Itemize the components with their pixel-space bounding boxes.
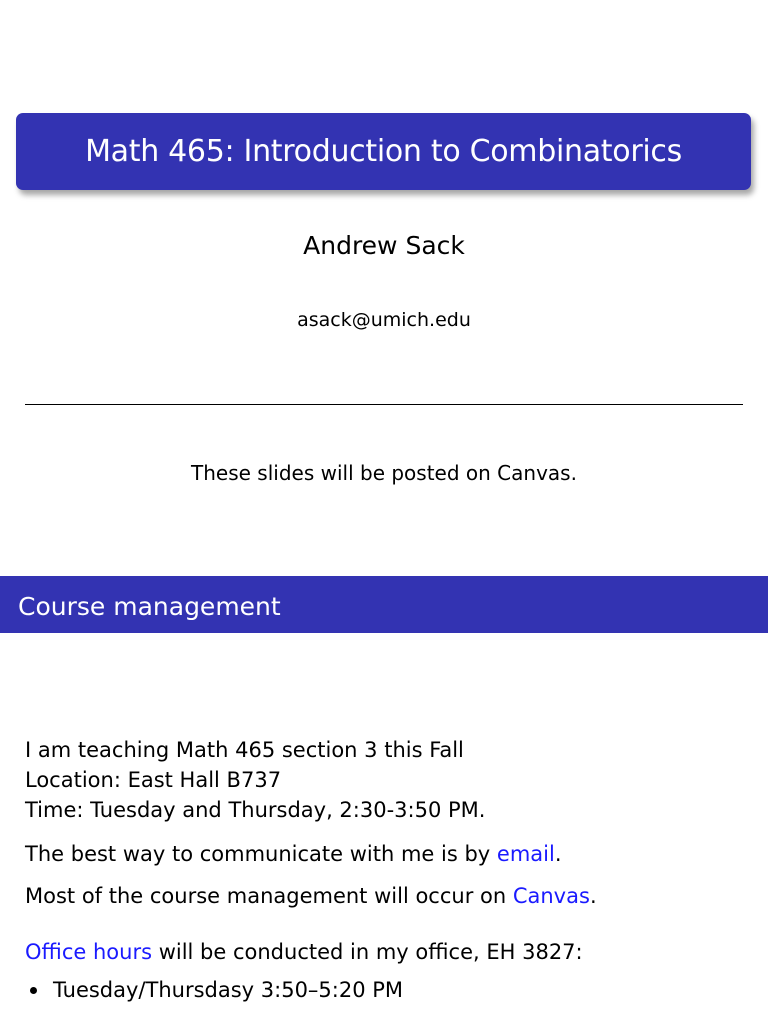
posting-note: These slides will be posted on Canvas. bbox=[191, 461, 577, 485]
management-text: Most of the course management will occur on bbox=[25, 884, 513, 908]
management-end: . bbox=[589, 884, 597, 908]
communicate-text: The best way to communicate with me is by bbox=[25, 842, 497, 866]
canvas-link[interactable]: Canvas bbox=[512, 884, 590, 908]
location-line: Location: East Hall B737 bbox=[25, 768, 282, 792]
frame-title: Course management bbox=[18, 592, 281, 621]
email-link[interactable]: email bbox=[496, 842, 555, 866]
list-item bbox=[30, 975, 403, 1005]
time-line: Time: Tuesday and Thursday, 2:30-3:50 PM. bbox=[25, 798, 486, 822]
author-email: asack@umich.edu bbox=[297, 309, 471, 331]
course-management-slide bbox=[0, 576, 768, 1024]
communicate-line bbox=[25, 839, 562, 869]
bullet-icon bbox=[30, 987, 37, 994]
presentation-title: Math 465: Introduction to Combinatorics bbox=[85, 134, 682, 169]
communicate-end: . bbox=[554, 842, 562, 866]
divider-rule bbox=[25, 404, 743, 405]
office-hours-link[interactable]: Office hours bbox=[25, 940, 153, 964]
section-line: I am teaching Math 465 section 3 this Fall bbox=[25, 738, 464, 762]
frame-header bbox=[0, 576, 768, 633]
office-hours-text: will be conducted in my office, EH 3827: bbox=[152, 940, 583, 964]
title-block bbox=[16, 113, 751, 190]
management-line bbox=[25, 881, 597, 911]
author-name: Andrew Sack bbox=[303, 231, 465, 260]
office-hours-line bbox=[25, 937, 583, 967]
bullet-text: Tuesday/Thursdasy 3:50–5:20 PM bbox=[53, 978, 404, 1002]
